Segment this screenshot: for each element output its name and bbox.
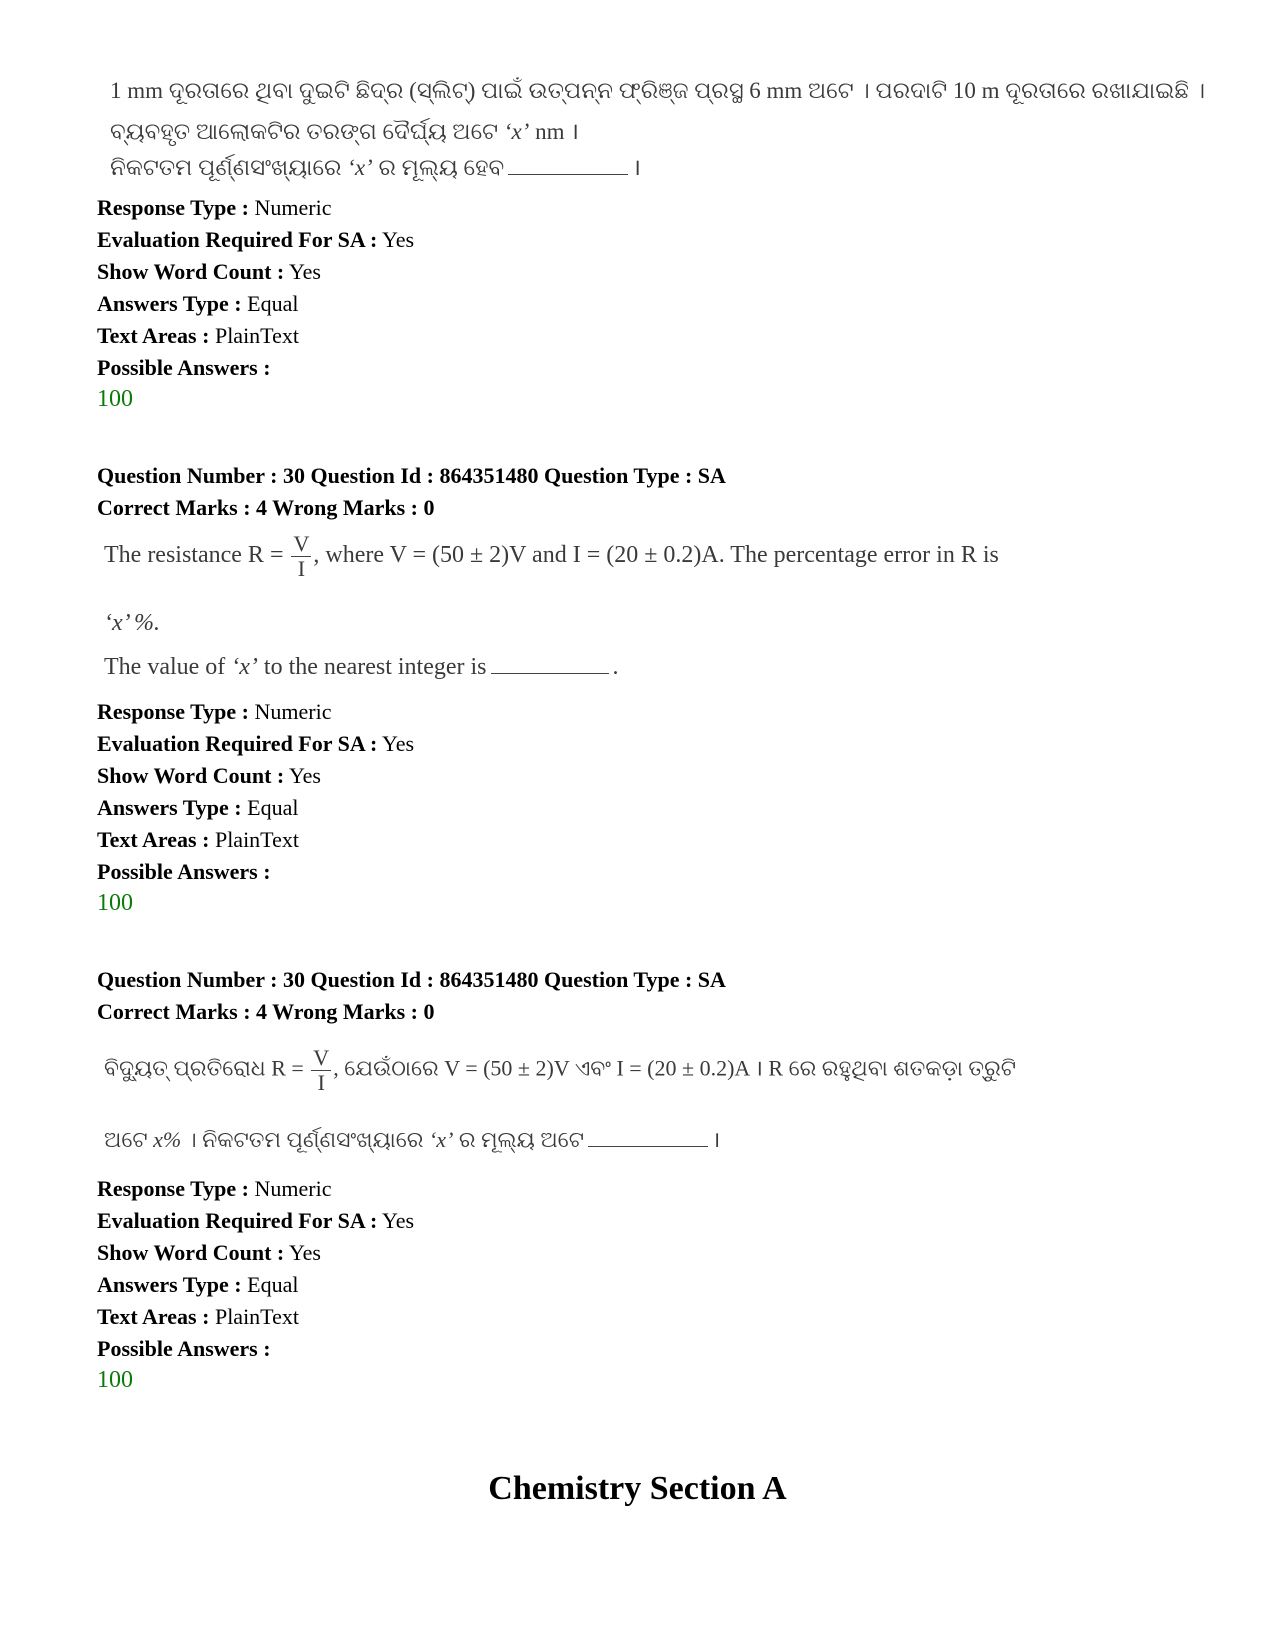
show-word-count: Show Word Count : Yes	[97, 259, 321, 284]
question-marks: Correct Marks : 4 Wrong Marks : 0	[97, 495, 435, 520]
question-line: 1 mm ଦୂରତାରେ ଥିବା ଦୁଇଟି ଛିଦ୍ର (ସ୍ଲିଟ୍) ପାଇଁ ଉତ୍ପନ୍ନ ଫ୍ରିଞ୍ଜ ପ୍ରସ୍ଥ 6 mm ଅଟେ । ପରଦାଟି 10 m ଦୂରତାରେ ରଖାଯାଇଛି ।	[110, 78, 1206, 103]
fraction-denominator: I	[297, 556, 306, 581]
question-number: Question Number : 30 Question Id : 864351480 Question Type : SA	[97, 967, 726, 992]
possible-answer-value: 100	[97, 386, 133, 412]
question-text: , ଯେଉଁଠାରେ V = (50 ± 2)V ଏବଂ I = (20 ± 0.2)A । R ରେ ରହୁଥିବା ଶତକଡ଼ା ତ୍ରୁଟି	[333, 1055, 1016, 1081]
variable: x%	[153, 1127, 182, 1152]
question-text: ଅଟେ	[104, 1127, 154, 1152]
variable: ‘x’	[503, 119, 530, 144]
question-image-english-line3	[104, 654, 619, 681]
question-image-odia-2-line2	[104, 1124, 720, 1154]
metadata-block-3	[97, 1173, 414, 1365]
question-image-odia-1-line2	[110, 114, 579, 146]
evaluation-required: Evaluation Required For SA : Yes	[97, 731, 415, 756]
metadata-block-2	[97, 696, 414, 888]
question-text: ।	[711, 1127, 721, 1152]
question-text: ।	[632, 155, 641, 180]
question-text: ‘x’ %.	[104, 610, 160, 636]
response-type: Response Type : Numeric	[97, 195, 332, 220]
answers-type: Answers Type : Equal	[97, 795, 299, 820]
text-areas: Text Areas : PlainText	[97, 1304, 299, 1329]
question-header	[97, 964, 726, 1028]
fraction-numerator: V	[293, 531, 310, 556]
text-areas: Text Areas : PlainText	[97, 827, 299, 852]
section-title: Chemistry Section A	[488, 1470, 787, 1507]
metadata-block-1	[97, 192, 414, 384]
question-text: ର ମୂଲ୍ୟ ଅଟେ	[453, 1127, 584, 1152]
question-text: nm ।	[529, 119, 579, 144]
question-text: to the nearest integer is	[257, 654, 487, 680]
question-image-english	[104, 532, 999, 581]
possible-answers-label: Possible Answers :	[97, 859, 271, 884]
question-image-english-line2	[104, 610, 160, 637]
evaluation-required: Evaluation Required For SA : Yes	[97, 227, 415, 252]
possible-answers-label: Possible Answers :	[97, 1336, 271, 1361]
question-text: ନିକଟତମ ପୂର୍ଣ୍ଣସଂଖ୍ୟାରେ	[110, 155, 348, 180]
question-text: ବ୍ୟବହୃତ ଆଲୋକଟିର ତରଙ୍ଗ ଦୈର୍ଘ୍ୟ ଅଟେ	[110, 119, 504, 144]
question-text: The value of	[104, 654, 232, 680]
possible-answers-label: Possible Answers :	[97, 355, 271, 380]
response-type: Response Type : Numeric	[97, 1176, 332, 1201]
answer-blank	[588, 1145, 708, 1147]
show-word-count: Show Word Count : Yes	[97, 1240, 321, 1265]
question-text: , where V = (50 ± 2)V and I = (20 ± 0.2)A. The percentage error in R is	[313, 542, 999, 569]
answers-type: Answers Type : Equal	[97, 1272, 299, 1297]
text-areas: Text Areas : PlainText	[97, 323, 299, 348]
possible-answer-value: 100	[97, 890, 133, 916]
response-type: Response Type : Numeric	[97, 699, 332, 724]
show-word-count: Show Word Count : Yes	[97, 763, 321, 788]
question-text: । ନିକଟତମ ପୂର୍ଣ୍ଣସଂଖ୍ୟାରେ	[181, 1127, 429, 1152]
question-text: .	[612, 654, 619, 680]
question-number: Question Number : 30 Question Id : 864351480 Question Type : SA	[97, 463, 726, 488]
fraction-v-over-i	[311, 1046, 331, 1095]
fraction-v-over-i	[291, 532, 311, 581]
variable: ‘x’	[428, 1127, 454, 1152]
fraction-numerator: V	[313, 1045, 330, 1070]
question-text: ର ମୂଲ୍ୟ ହେବ	[372, 155, 505, 180]
question-image-odia-2	[104, 1046, 1016, 1095]
answer-blank	[508, 173, 628, 175]
question-image-odia-1-line3	[110, 150, 641, 182]
question-image-odia-1	[110, 78, 1205, 104]
question-text: ବିଦ୍ୟୁତ୍ ପ୍ରତିରୋଧ R =	[104, 1055, 304, 1081]
possible-answer-value: 100	[97, 1367, 133, 1393]
answers-type: Answers Type : Equal	[97, 291, 299, 316]
variable: ‘x’	[231, 654, 258, 680]
variable: ‘x’	[347, 155, 373, 180]
question-text: The resistance R =	[104, 542, 284, 569]
question-header	[97, 460, 726, 524]
question-marks: Correct Marks : 4 Wrong Marks : 0	[97, 999, 435, 1024]
evaluation-required: Evaluation Required For SA : Yes	[97, 1208, 415, 1233]
answer-blank	[491, 672, 609, 674]
fraction-denominator: I	[317, 1070, 325, 1095]
